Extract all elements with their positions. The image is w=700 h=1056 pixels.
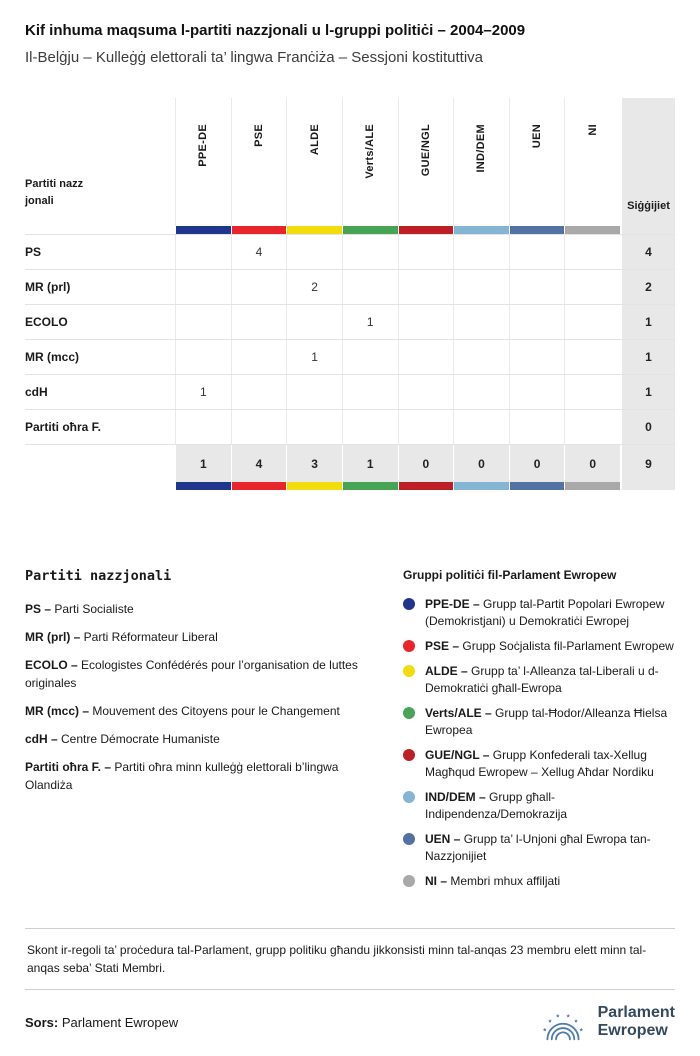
seats-cell: 2 (620, 270, 675, 304)
group-color-bar (175, 482, 231, 490)
legend-color-dot (403, 791, 415, 803)
value-cell (342, 375, 398, 409)
legend-party-item: cdH – Centre Démocrate Humaniste (25, 732, 220, 746)
value-cell (342, 235, 398, 269)
total-value-cell: 0 (564, 445, 620, 482)
group-color-bar (231, 226, 287, 234)
party-name-cell: MR (prl) (25, 280, 71, 294)
value-cell: 1 (286, 340, 342, 374)
value-cell (453, 375, 509, 409)
value-cell (509, 270, 565, 304)
value-cell (564, 340, 620, 374)
legend-party-abbr: cdH – (25, 732, 62, 746)
group-column-label: UEN (531, 124, 544, 149)
row-header-cell (25, 98, 175, 226)
legend-party-item: Partiti oħra F. – Partiti oħra minn kulleġġ elettorali b’lingwa Olandiża (25, 760, 339, 792)
value-cell (175, 340, 231, 374)
group-column-header (286, 98, 342, 226)
value-cell (398, 410, 454, 444)
group-color-bar (509, 482, 565, 490)
value-cell: 1 (342, 305, 398, 339)
value-cell (453, 305, 509, 339)
value-cell (564, 375, 620, 409)
value-cell (453, 235, 509, 269)
legend-group-item (403, 747, 675, 781)
party-name-cell: PS (25, 245, 42, 259)
legend-groups-title: Gruppi politiċi fil-Parlament Ewropew (403, 568, 617, 582)
legend-group-item (403, 831, 675, 865)
group-color-bar (231, 482, 287, 490)
group-color-bar (509, 226, 565, 234)
legend-group-text: IND/DEM – Grupp għall-Indipendenza/Demokrazija (425, 790, 568, 822)
legend-groups-list (403, 596, 675, 890)
group-column-header (564, 98, 620, 226)
legend-parties (25, 568, 403, 898)
legend-section (25, 568, 675, 898)
legend-party-abbr: PS – (25, 602, 55, 616)
seats-cell: 1 (620, 375, 675, 409)
group-column-label: GUE/NGL (419, 124, 432, 177)
european-parliament-logo (537, 1000, 675, 1044)
color-bar-row (25, 482, 675, 490)
legend-group-abbr: PPE-DE – (425, 597, 484, 611)
legend-group-item (403, 705, 675, 739)
value-cell (398, 305, 454, 339)
group-column-label: Verts/ALE (364, 124, 377, 179)
footnote: Skont ir-regoli ta’ proċedura tal-Parlament, grupp politiku għandu jikkonsisti minn tal-anqas 23 membru elett minn tal-anqas seba’ Stati Membri. (25, 928, 675, 990)
legend-parties-title: Partiti nazzjonali (25, 568, 172, 584)
seats-cell: 0 (620, 410, 675, 444)
value-cell (175, 305, 231, 339)
group-color-bar (286, 482, 342, 490)
value-cell (509, 375, 565, 409)
table-row (25, 304, 675, 339)
legend-group-item (403, 596, 675, 630)
value-cell (175, 235, 231, 269)
value-cell (231, 340, 287, 374)
legend-group-text: Verts/ALE – Grupp tal-Ħodor/Alleanza Ħielsa Ewropea (425, 706, 668, 738)
table-row (25, 409, 675, 444)
party-name-cell: ECOLO (25, 315, 68, 329)
bar-spacer (25, 226, 175, 234)
legend-group-abbr: Verts/ALE – (425, 706, 496, 721)
totals-seats-cell: 9 (620, 445, 675, 482)
value-cell (398, 235, 454, 269)
legend-color-dot (403, 598, 415, 610)
value-cell (342, 410, 398, 444)
group-column-header (398, 98, 454, 226)
legend-group-text: GUE/NGL – Grupp Konfederali tax-Xellug Magħqud Ewropew – Xellug Aħdar Nordiku (425, 748, 654, 780)
legend-color-dot (403, 875, 415, 887)
value-cell (342, 340, 398, 374)
legend-group-item (403, 789, 675, 823)
total-value-cell: 1 (342, 445, 398, 482)
group-column-label: PSE (252, 124, 265, 147)
group-column-header (231, 98, 287, 226)
legend-party-item: PS – Parti Socialiste (25, 602, 134, 616)
source-value: Parlament Ewropew (61, 1014, 179, 1030)
seats-cell: 4 (620, 235, 675, 269)
value-cell (286, 410, 342, 444)
logo-line2: Ewropew (597, 1022, 668, 1040)
legend-color-dot (403, 665, 415, 677)
group-column-header (509, 98, 565, 226)
legend-color-dot (403, 833, 415, 845)
value-cell (564, 235, 620, 269)
group-color-bar (564, 482, 620, 490)
legend-group-item (403, 663, 675, 697)
value-cell (231, 375, 287, 409)
group-color-bar (175, 226, 231, 234)
total-value-cell: 0 (453, 445, 509, 482)
source-row (25, 1000, 675, 1044)
value-cell (453, 270, 509, 304)
group-column-label: NI (586, 124, 599, 136)
legend-group-abbr: ALDE – (425, 664, 472, 679)
group-column-header (453, 98, 509, 226)
party-name-cell: Partiti oħra F. (25, 420, 102, 434)
legend-group-abbr: IND/DEM – (425, 790, 490, 805)
value-cell: 1 (175, 375, 231, 409)
party-name-cell: cdH (25, 385, 48, 399)
legend-color-dot (403, 707, 415, 719)
logo-wordmark (598, 1004, 675, 1042)
legend-group-text: ALDE – Grupp ta’ l-Alleanza tal-Liberali u d-Demokratiċi għall-Ewropa (425, 664, 659, 696)
table-row (25, 269, 675, 304)
group-column-label: ALDE (308, 124, 321, 156)
legend-party-item: MR (mcc) – Mouvement des Citoyens pour le Changement (25, 704, 340, 718)
group-column-header (342, 98, 398, 226)
legend-party-abbr: Partiti oħra F. – (25, 760, 115, 774)
group-column-header (175, 98, 231, 226)
value-cell (509, 235, 565, 269)
legend-group-text: NI – Membri mhux affiljati (425, 874, 561, 889)
table-row (25, 339, 675, 374)
legend-group-abbr: GUE/NGL – (425, 748, 493, 763)
value-cell (286, 375, 342, 409)
total-value-cell: 0 (398, 445, 454, 482)
hemicycle-logo-icon (537, 1000, 589, 1044)
legend-party-item: MR (prl) – Parti Réformateur Liberal (25, 630, 218, 644)
value-cell (509, 340, 565, 374)
legend-group-text: UEN – Grupp ta’ l-Unjoni għal Ewropa tan-Nazzjonijiet (425, 832, 651, 864)
group-color-bar (342, 482, 398, 490)
legend-party-abbr: ECOLO – (25, 658, 82, 672)
value-cell (564, 410, 620, 444)
value-cell (453, 340, 509, 374)
value-cell (398, 340, 454, 374)
totals-spacer (25, 445, 175, 482)
value-cell (342, 270, 398, 304)
row-header-label: Partiti nazzjonali (25, 177, 84, 207)
party-name-cell: MR (mcc) (25, 350, 80, 364)
legend-group-abbr: PSE – (425, 639, 463, 654)
legend-group-item (403, 873, 675, 890)
logo-line1: Parlament (597, 1003, 675, 1021)
total-value-cell: 1 (175, 445, 231, 482)
group-column-label: IND/DEM (475, 124, 488, 173)
value-cell: 4 (231, 235, 287, 269)
source-text (25, 1015, 178, 1030)
table-header-row (25, 98, 675, 226)
value-cell (564, 270, 620, 304)
value-cell (564, 305, 620, 339)
group-color-bar (286, 226, 342, 234)
group-color-bar (342, 226, 398, 234)
value-cell (231, 270, 287, 304)
value-cell (286, 235, 342, 269)
seats-header-cell: Siġġijiet (620, 98, 675, 226)
bar-spacer (25, 482, 175, 490)
group-color-bar (453, 482, 509, 490)
legend-party-abbr: MR (mcc) – (25, 704, 93, 718)
value-cell (231, 410, 287, 444)
total-value-cell: 3 (286, 445, 342, 482)
total-value-cell: 0 (509, 445, 565, 482)
seats-cell: 1 (620, 340, 675, 374)
group-color-bar (398, 226, 454, 234)
legend-party-item: ECOLO – Ecologistes Confédérés pour l’organisation de luttes originales (25, 658, 358, 690)
page-subtitle: Il-Belġju – Kulleġġ elettorali ta’ lingwa Franċiża – Sessjoni kostituttiva (25, 49, 484, 66)
table-row (25, 374, 675, 409)
legend-group-abbr: NI – (425, 874, 451, 889)
group-color-bar (453, 226, 509, 234)
table-row (25, 234, 675, 269)
seats-column-bg (620, 482, 675, 490)
value-cell (175, 410, 231, 444)
total-value-cell: 4 (231, 445, 287, 482)
value-cell (175, 270, 231, 304)
legend-parties-list (25, 600, 379, 794)
value-cell (231, 305, 287, 339)
value-cell (398, 270, 454, 304)
legend-group-abbr: UEN – (425, 832, 464, 847)
legend-color-dot (403, 640, 415, 652)
group-color-bar (564, 226, 620, 234)
legend-party-abbr: MR (prl) – (25, 630, 84, 644)
results-table (25, 98, 675, 490)
legend-group-text: PPE-DE – Grupp tal-Partit Popolari Ewropew (Demokristjani) u Demokratiċi Ewropej (425, 597, 665, 629)
value-cell (286, 305, 342, 339)
table-totals-row (25, 444, 675, 482)
seats-column-bg (620, 226, 675, 234)
value-cell (398, 375, 454, 409)
page-title: Kif inhuma maqsuma l-partiti nazzjonali u l-gruppi politiċi – 2004–2009 (25, 22, 526, 39)
value-cell: 2 (286, 270, 342, 304)
value-cell (509, 305, 565, 339)
source-label: Sors: (25, 1014, 59, 1030)
legend-group-text: PSE – Grupp Soċjalista fil-Parlament Ewropew (425, 639, 674, 654)
legend-groups (403, 568, 675, 898)
seats-cell: 1 (620, 305, 675, 339)
value-cell (453, 410, 509, 444)
value-cell (509, 410, 565, 444)
legend-color-dot (403, 749, 415, 761)
group-color-bar (398, 482, 454, 490)
group-column-label: PPE-DE (197, 124, 210, 167)
legend-group-item (403, 638, 675, 655)
color-bar-row (25, 226, 675, 234)
